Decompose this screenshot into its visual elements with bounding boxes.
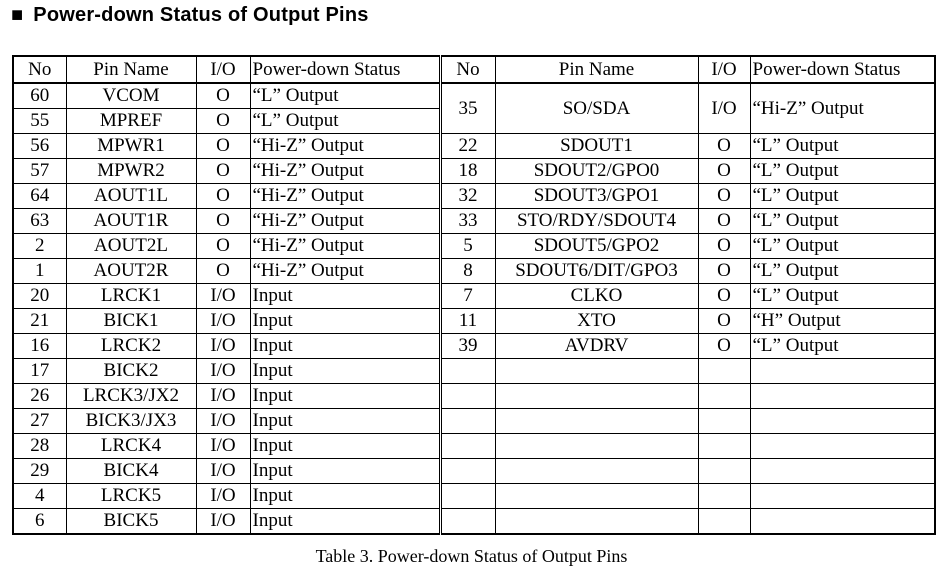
pin-io-right: O [698, 134, 750, 159]
pin-status-left: Input [250, 384, 440, 409]
empty-cell [440, 484, 495, 509]
pin-number-right: 8 [440, 259, 495, 284]
pin-name-left: LRCK4 [66, 434, 196, 459]
pin-status-left: Input [250, 459, 440, 484]
pin-name-right: SDOUT2/GPO0 [495, 159, 698, 184]
table-row [13, 284, 935, 309]
pin-status-right: “H” Output [750, 309, 935, 334]
table-body [13, 83, 935, 534]
pin-status-left: “Hi-Z” Output [250, 159, 440, 184]
pin-status-left: “Hi-Z” Output [250, 259, 440, 284]
empty-cell [750, 434, 935, 459]
pin-name-left: BICK3/JX3 [66, 409, 196, 434]
pin-io-left: O [196, 184, 250, 209]
empty-cell [495, 359, 698, 384]
pin-io-left: I/O [196, 359, 250, 384]
pin-status-left: “L” Output [250, 83, 440, 109]
pin-name-left: BICK1 [66, 309, 196, 334]
pin-io-left: I/O [196, 284, 250, 309]
table-row [13, 159, 935, 184]
table-row [13, 234, 935, 259]
table-row [13, 434, 935, 459]
pin-number-left: 27 [13, 409, 66, 434]
empty-cell [440, 409, 495, 434]
empty-cell [698, 409, 750, 434]
pin-name-left: LRCK1 [66, 284, 196, 309]
pin-name-left: MPREF [66, 109, 196, 134]
empty-cell [698, 384, 750, 409]
empty-cell [440, 509, 495, 535]
header-io-right: I/O [698, 56, 750, 83]
pin-io-left: I/O [196, 409, 250, 434]
empty-cell [750, 484, 935, 509]
header-pin-name-right: Pin Name [495, 56, 698, 83]
pin-io-right: O [698, 234, 750, 259]
pin-name-right: SDOUT6/DIT/GPO3 [495, 259, 698, 284]
pin-name-left: LRCK2 [66, 334, 196, 359]
pin-io-right: O [698, 209, 750, 234]
table-row [13, 184, 935, 209]
table-row [13, 409, 935, 434]
pin-number-right: 32 [440, 184, 495, 209]
pin-number-left: 6 [13, 509, 66, 535]
empty-cell [750, 409, 935, 434]
table-row [13, 134, 935, 159]
pin-status-left: Input [250, 334, 440, 359]
pin-number-right: 33 [440, 209, 495, 234]
header-no-left: No [13, 56, 66, 83]
pin-number-left: 20 [13, 284, 66, 309]
pin-name-right: STO/RDY/SDOUT4 [495, 209, 698, 234]
table-row [13, 209, 935, 234]
pin-number-right: 5 [440, 234, 495, 259]
pin-io-right: O [698, 334, 750, 359]
pin-name-left: AOUT2L [66, 234, 196, 259]
table-row [13, 259, 935, 284]
empty-cell [495, 434, 698, 459]
header-io-left: I/O [196, 56, 250, 83]
pin-status-right: “L” Output [750, 259, 935, 284]
pin-io-right: I/O [698, 83, 750, 134]
pin-number-left: 4 [13, 484, 66, 509]
pin-status-right: “L” Output [750, 234, 935, 259]
table-header-row [13, 56, 935, 83]
empty-cell [440, 359, 495, 384]
pin-number-right: 11 [440, 309, 495, 334]
pin-io-left: O [196, 234, 250, 259]
empty-cell [440, 384, 495, 409]
empty-cell [698, 459, 750, 484]
pin-number-right: 22 [440, 134, 495, 159]
pin-name-right: CLKO [495, 284, 698, 309]
pin-name-left: LRCK5 [66, 484, 196, 509]
pin-io-left: I/O [196, 484, 250, 509]
pin-number-left: 56 [13, 134, 66, 159]
pin-io-right: O [698, 284, 750, 309]
pin-number-left: 60 [13, 83, 66, 109]
pin-status-left: “Hi-Z” Output [250, 234, 440, 259]
pin-io-left: O [196, 134, 250, 159]
pin-name-right: SDOUT3/GPO1 [495, 184, 698, 209]
pin-name-right: SO/SDA [495, 83, 698, 134]
pin-name-left: BICK5 [66, 509, 196, 535]
pin-name-left: BICK2 [66, 359, 196, 384]
pin-io-left: I/O [196, 434, 250, 459]
pin-io-right: O [698, 159, 750, 184]
pin-name-right: SDOUT1 [495, 134, 698, 159]
pin-number-right: 39 [440, 334, 495, 359]
header-pin-name-left: Pin Name [66, 56, 196, 83]
pin-status-left: “Hi-Z” Output [250, 184, 440, 209]
empty-cell [495, 484, 698, 509]
pin-name-left: AOUT2R [66, 259, 196, 284]
pin-status-right: “L” Output [750, 209, 935, 234]
empty-cell [495, 409, 698, 434]
table-row [13, 384, 935, 409]
section-heading [11, 4, 369, 27]
pin-number-left: 21 [13, 309, 66, 334]
pin-name-right: AVDRV [495, 334, 698, 359]
pin-status-left: “L” Output [250, 109, 440, 134]
pin-io-right: O [698, 309, 750, 334]
empty-cell [698, 484, 750, 509]
pin-name-left: VCOM [66, 83, 196, 109]
pin-io-left: O [196, 209, 250, 234]
pin-status-left: Input [250, 434, 440, 459]
pin-status-right: “L” Output [750, 134, 935, 159]
header-status-right: Power-down Status [750, 56, 935, 83]
pin-io-left: I/O [196, 459, 250, 484]
pin-number-left: 29 [13, 459, 66, 484]
pin-status-right: “L” Output [750, 159, 935, 184]
pin-number-left: 17 [13, 359, 66, 384]
pin-number-left: 57 [13, 159, 66, 184]
section-title: Power-down Status of Output Pins [33, 4, 369, 26]
table-row [13, 334, 935, 359]
table-row [13, 359, 935, 384]
pin-name-right: XTO [495, 309, 698, 334]
pin-number-left: 64 [13, 184, 66, 209]
pin-name-left: AOUT1L [66, 184, 196, 209]
pin-status-right: “Hi-Z” Output [750, 83, 935, 134]
pin-status-left: Input [250, 484, 440, 509]
empty-cell [750, 509, 935, 535]
pin-status-right: “L” Output [750, 184, 935, 209]
table-row [13, 459, 935, 484]
empty-cell [440, 459, 495, 484]
empty-cell [698, 359, 750, 384]
empty-cell [698, 434, 750, 459]
table-caption: Table 3. Power-down Status of Output Pins [315, 546, 628, 566]
pin-io-left: I/O [196, 309, 250, 334]
table-row [13, 509, 935, 535]
empty-cell [495, 509, 698, 535]
table-row [13, 484, 935, 509]
pin-io-left: I/O [196, 384, 250, 409]
table-row [13, 309, 935, 334]
empty-cell [698, 509, 750, 535]
pin-number-left: 55 [13, 109, 66, 134]
pin-number-left: 28 [13, 434, 66, 459]
pin-status-left: “Hi-Z” Output [250, 134, 440, 159]
empty-cell [495, 384, 698, 409]
pin-io-right: O [698, 259, 750, 284]
pin-name-left: BICK4 [66, 459, 196, 484]
pin-status-right: “L” Output [750, 284, 935, 309]
pin-io-left: O [196, 109, 250, 134]
pin-name-left: MPWR1 [66, 134, 196, 159]
pin-io-left: O [196, 259, 250, 284]
pin-number-left: 16 [13, 334, 66, 359]
header-status-left: Power-down Status [250, 56, 440, 83]
table-row [13, 83, 935, 109]
pin-number-left: 2 [13, 234, 66, 259]
pin-status-left: Input [250, 509, 440, 535]
header-no-right: No [440, 56, 495, 83]
square-bullet-icon: ■ [11, 4, 24, 26]
pin-number-left: 1 [13, 259, 66, 284]
pin-status-left: Input [250, 359, 440, 384]
empty-cell [440, 434, 495, 459]
pin-status-left: Input [250, 309, 440, 334]
pin-io-left: I/O [196, 509, 250, 535]
pin-number-right: 35 [440, 83, 495, 134]
empty-cell [750, 459, 935, 484]
pin-name-left: AOUT1R [66, 209, 196, 234]
pin-status-table [12, 55, 936, 535]
pin-io-left: O [196, 83, 250, 109]
pin-number-right: 7 [440, 284, 495, 309]
empty-cell [750, 359, 935, 384]
pin-name-right: SDOUT5/GPO2 [495, 234, 698, 259]
pin-status-left: Input [250, 409, 440, 434]
pin-status-right: “L” Output [750, 334, 935, 359]
pin-name-left: LRCK3/JX2 [66, 384, 196, 409]
pin-status-left: Input [250, 284, 440, 309]
pin-number-left: 63 [13, 209, 66, 234]
pin-io-left: I/O [196, 334, 250, 359]
pin-number-right: 18 [440, 159, 495, 184]
pin-io-left: O [196, 159, 250, 184]
empty-cell [750, 384, 935, 409]
pin-name-left: MPWR2 [66, 159, 196, 184]
pin-io-right: O [698, 184, 750, 209]
pin-status-left: “Hi-Z” Output [250, 209, 440, 234]
pin-number-left: 26 [13, 384, 66, 409]
empty-cell [495, 459, 698, 484]
